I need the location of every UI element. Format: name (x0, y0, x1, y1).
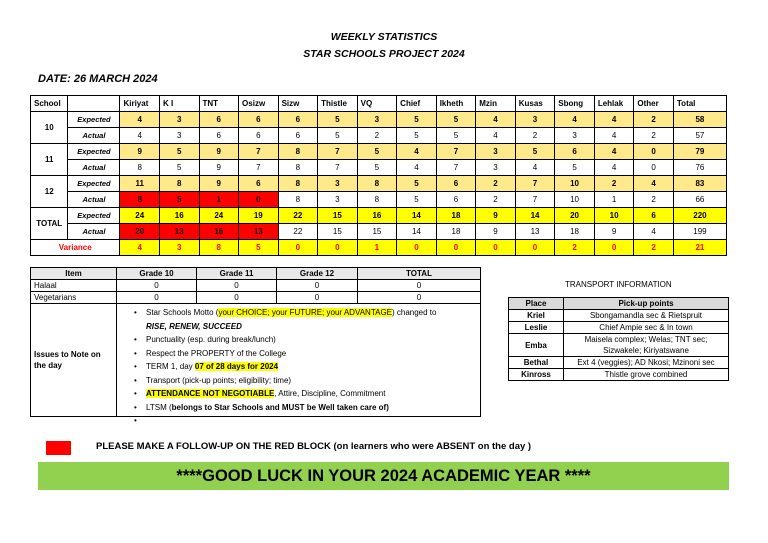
stats-value-cell: 8 (278, 144, 318, 160)
stats-value-cell: 4 (555, 112, 595, 128)
stats-value-cell: 4 (120, 112, 160, 128)
variance-value-cell: 2 (634, 240, 674, 256)
stats-value-cell: 18 (436, 224, 476, 240)
stats-value-cell: 5 (555, 160, 595, 176)
new-motto: RISE, RENEW, SUCCEED (146, 321, 242, 331)
stats-value-cell: 3 (515, 112, 555, 128)
absent-flag-cell: 20 (120, 224, 160, 240)
stats-row (31, 208, 727, 224)
issue-term (134, 360, 477, 374)
stats-row (31, 160, 727, 176)
stats-value-cell: 4 (634, 224, 674, 240)
stats-row (31, 112, 727, 128)
row-type-label: Actual (68, 224, 120, 240)
stats-value-cell: 8 (278, 160, 318, 176)
issues-list (120, 304, 477, 416)
transport-row (509, 310, 729, 322)
stats-value-cell: 5 (357, 160, 397, 176)
stats-value-cell: 2 (634, 112, 674, 128)
diet-item: Vegetarians (31, 292, 117, 304)
issue-transport: • Transport (pick-up points; eligibility; time) (134, 374, 477, 388)
stats-value-cell: 0 (634, 144, 674, 160)
old-motto-highlight: your CHOICE; your FUTURE; your ADVANTAGE (218, 308, 392, 317)
stats-value-cell: 18 (555, 224, 595, 240)
issue-property: • Respect the PROPERTY of the College (134, 347, 477, 361)
stats-value-cell: 4 (476, 128, 516, 144)
stats-value-cell: 20 (555, 208, 595, 224)
transport-place: Emba (509, 334, 564, 357)
stats-value-cell: 83 (673, 176, 726, 192)
issue-motto (134, 306, 477, 333)
variance-value-cell: 1 (357, 240, 397, 256)
stats-value-cell: 8 (159, 176, 199, 192)
transport-points: Thistle grove combined (564, 369, 729, 381)
stats-header-cell: VQ (357, 96, 397, 112)
stats-value-cell: 5 (397, 128, 437, 144)
issue-ltsm (134, 401, 477, 415)
stats-header-cell: Total (673, 96, 726, 112)
transport-points: Chief Ampie sec & In town (564, 322, 729, 334)
document-title: WEEKLY STATISTICS (330, 31, 438, 43)
stats-value-cell: 13 (515, 224, 555, 240)
stats-value-cell: 6 (555, 144, 595, 160)
diet-header-grade11: Grade 11 (197, 268, 277, 280)
transport-place: Kinross (509, 369, 564, 381)
stats-value-cell: 2 (357, 128, 397, 144)
stats-header-cell: Chief (397, 96, 437, 112)
stats-value-cell: 199 (673, 224, 726, 240)
stats-value-cell: 15 (318, 224, 358, 240)
stats-value-cell: 0 (634, 160, 674, 176)
good-luck-banner: ****GOOD LUCK IN YOUR 2024 ACADEMIC YEAR **** (38, 462, 729, 490)
diet-row-halaal (31, 280, 481, 292)
diet-value: 0 (117, 292, 197, 304)
stats-value-cell: 2 (476, 192, 516, 208)
variance-value-cell: 3 (159, 240, 199, 256)
stats-value-cell: 10 (555, 192, 595, 208)
diet-value: 0 (277, 292, 358, 304)
stats-value-cell: 7 (318, 144, 358, 160)
stats-row (31, 128, 727, 144)
stats-value-cell: 7 (436, 160, 476, 176)
stats-value-cell: 9 (199, 176, 239, 192)
diet-header-item: Item (31, 268, 117, 280)
stats-value-cell: 6 (239, 176, 279, 192)
stats-value-cell: 5 (397, 192, 437, 208)
stats-value-cell: 4 (397, 160, 437, 176)
stats-row (31, 224, 727, 240)
stats-value-cell: 4 (476, 112, 516, 128)
transport-points: Sbongamandla sec & Rietspruit (564, 310, 729, 322)
stats-value-cell: 5 (357, 144, 397, 160)
diet-value: 0 (197, 280, 277, 292)
stats-value-cell: 76 (673, 160, 726, 176)
stats-value-cell: 5 (318, 112, 358, 128)
stats-value-cell: 5 (159, 144, 199, 160)
stats-value-cell: 10 (594, 208, 634, 224)
ltsm-bold-text: belongs to Star Schools and MUST be Well taken care of) (171, 402, 389, 412)
stats-header-cell: Kusas (515, 96, 555, 112)
row-type-label: Expected (68, 208, 120, 224)
stats-value-cell: 4 (594, 160, 634, 176)
stats-value-cell: 2 (594, 176, 634, 192)
stats-value-cell: 8 (120, 160, 160, 176)
attendance-highlight: ATTENDANCE NOT NEGOTIABLE (146, 389, 275, 398)
absent-flag-cell: 13 (239, 224, 279, 240)
stats-value-cell: 8 (278, 176, 318, 192)
transport-points: Ext 4 (veggies); AD Nkosi; Mzinoni sec (564, 357, 729, 369)
variance-value-cell: 0 (318, 240, 358, 256)
stats-header-cell: TNT (199, 96, 239, 112)
stats-row (31, 176, 727, 192)
variance-value-cell: 5 (239, 240, 279, 256)
red-block-legend-swatch (46, 441, 71, 455)
row-type-label: Actual (68, 192, 120, 208)
variance-value-cell: 0 (476, 240, 516, 256)
row-type-label: Expected (68, 176, 120, 192)
stats-value-cell: 3 (159, 128, 199, 144)
absent-flag-cell: 8 (120, 192, 160, 208)
transport-place: Kriel (509, 310, 564, 322)
variance-value-cell: 0 (515, 240, 555, 256)
stats-value-cell: 5 (515, 144, 555, 160)
row-type-label: Expected (68, 144, 120, 160)
stats-value-cell: 6 (436, 192, 476, 208)
stats-value-cell: 9 (594, 224, 634, 240)
stats-value-cell: 8 (357, 192, 397, 208)
issues-row (31, 304, 481, 417)
stats-value-cell: 14 (515, 208, 555, 224)
variance-value-cell: 0 (397, 240, 437, 256)
diet-header-row (31, 268, 481, 280)
variance-value-cell: 0 (436, 240, 476, 256)
variance-value-cell: 21 (673, 240, 726, 256)
stats-value-cell: 7 (318, 160, 358, 176)
stats-value-cell: 8 (278, 192, 318, 208)
stats-value-cell: 15 (318, 208, 358, 224)
ltsm-text: LTSM ( (146, 402, 172, 412)
school-grade-cell: 11 (31, 144, 68, 176)
stats-value-cell: 4 (594, 112, 634, 128)
absent-flag-cell: 0 (239, 192, 279, 208)
issue-attendance (134, 387, 477, 401)
stats-value-cell: 6 (278, 128, 318, 144)
stats-value-cell: 10 (555, 176, 595, 192)
issue-punctuality: • Punctuality (esp. during break/lunch) (134, 333, 477, 347)
followup-note: PLEASE MAKE A FOLLOW-UP ON THE RED BLOCK (on learners who were ABSENT on the day ) (96, 441, 532, 452)
stats-value-cell: 11 (120, 176, 160, 192)
stats-value-cell: 79 (673, 144, 726, 160)
stats-value-cell: 3 (159, 112, 199, 128)
stats-value-cell: 22 (278, 224, 318, 240)
transport-row (509, 369, 729, 381)
stats-value-cell: 3 (476, 144, 516, 160)
transport-row (509, 322, 729, 334)
transport-place: Leslie (509, 322, 564, 334)
stats-value-cell: 57 (673, 128, 726, 144)
document-subtitle: STAR SCHOOLS PROJECT 2024 (303, 48, 465, 60)
stats-value-cell: 6 (199, 128, 239, 144)
transport-table (508, 297, 729, 381)
school-grade-cell: TOTAL (31, 208, 68, 240)
stats-value-cell: 5 (397, 176, 437, 192)
stats-value-cell: 3 (318, 192, 358, 208)
stats-value-cell: 5 (436, 128, 476, 144)
stats-value-cell: 1 (594, 192, 634, 208)
stats-header-cell: Mzin (476, 96, 516, 112)
issues-label: Issues to Note on the day (31, 304, 117, 417)
stats-header-cell: Thistle (318, 96, 358, 112)
stats-header-cell: Sbong (555, 96, 595, 112)
variance-value-cell: 0 (594, 240, 634, 256)
variance-value-cell: 0 (278, 240, 318, 256)
stats-value-cell: 9 (120, 144, 160, 160)
stats-value-cell: 4 (120, 128, 160, 144)
stats-value-cell: 9 (199, 160, 239, 176)
report-date: DATE: 26 MARCH 2024 (38, 73, 158, 85)
transport-row (509, 334, 729, 357)
stats-value-cell: 3 (318, 176, 358, 192)
motto-text-a: Star Schools Motto ( (146, 308, 219, 317)
diet-item: Halaal (31, 280, 117, 292)
variance-value-cell: 8 (199, 240, 239, 256)
stats-value-cell: 6 (199, 112, 239, 128)
row-type-label: Expected (68, 112, 120, 128)
term-text: TERM 1, day (146, 362, 195, 371)
stats-value-cell: 220 (673, 208, 726, 224)
transport-points: Maisela complex; Welas; TNT sec; Sizwakele; Kiriyatswane (564, 334, 729, 357)
variance-value-cell: 4 (120, 240, 160, 256)
stats-header-cell: K I (159, 96, 199, 112)
stats-value-cell: 4 (594, 144, 634, 160)
stats-value-cell: 8 (357, 176, 397, 192)
stats-header-cell: Ikheth (436, 96, 476, 112)
diet-value: 0 (277, 280, 358, 292)
diet-total: 0 (358, 292, 481, 304)
stats-value-cell: 2 (634, 128, 674, 144)
stats-value-cell: 6 (239, 112, 279, 128)
stats-header-cell (68, 96, 120, 112)
stats-value-cell: 4 (634, 176, 674, 192)
diet-value: 0 (197, 292, 277, 304)
stats-value-cell: 16 (159, 208, 199, 224)
weekly-stats-table (30, 95, 727, 256)
absent-flag-cell: 1 (199, 192, 239, 208)
transport-title: TRANSPORT INFORMATION (565, 280, 672, 289)
stats-value-cell: 2 (476, 176, 516, 192)
stats-row (31, 192, 727, 208)
stats-value-cell: 7 (239, 160, 279, 176)
stats-value-cell: 5 (318, 128, 358, 144)
variance-row (31, 240, 727, 256)
absent-flag-cell: 5 (159, 192, 199, 208)
diet-header-grade10: Grade 10 (117, 268, 197, 280)
stats-header-cell: Osizw (239, 96, 279, 112)
stats-value-cell: 6 (278, 112, 318, 128)
stats-value-cell: 7 (515, 176, 555, 192)
stats-value-cell: 16 (357, 208, 397, 224)
attendance-text: , Attire, Discipline, Commitment (274, 389, 386, 398)
stats-header-cell: Sizw (278, 96, 318, 112)
stats-value-cell: 6 (239, 128, 279, 144)
stats-value-cell: 14 (397, 208, 437, 224)
stats-value-cell: 2 (634, 192, 674, 208)
absent-flag-cell: 13 (159, 224, 199, 240)
stats-value-cell: 24 (199, 208, 239, 224)
stats-value-cell: 24 (120, 208, 160, 224)
stats-value-cell: 3 (476, 160, 516, 176)
stats-value-cell: 5 (436, 112, 476, 128)
diet-row-vegetarians (31, 292, 481, 304)
stats-value-cell: 4 (397, 144, 437, 160)
stats-value-cell: 7 (239, 144, 279, 160)
school-grade-cell: 12 (31, 176, 68, 208)
stats-row (31, 144, 727, 160)
stats-value-cell: 9 (199, 144, 239, 160)
stats-header-cell: Other (634, 96, 674, 112)
term-days-highlight: 07 of 28 days for 2024 (194, 362, 279, 371)
row-type-label: Actual (68, 128, 120, 144)
stats-value-cell: 5 (397, 112, 437, 128)
school-grade-cell: 10 (31, 112, 68, 144)
stats-value-cell: 9 (476, 224, 516, 240)
stats-value-cell: 6 (634, 208, 674, 224)
stats-value-cell: 3 (555, 128, 595, 144)
transport-header-points: Pick-up points (564, 298, 729, 310)
stats-value-cell: 7 (515, 192, 555, 208)
row-type-label: Actual (68, 160, 120, 176)
diet-header-grade12: Grade 12 (277, 268, 358, 280)
stats-value-cell: 5 (159, 160, 199, 176)
variance-label: Variance (31, 240, 120, 256)
stats-value-cell: 58 (673, 112, 726, 128)
stats-value-cell: 7 (436, 144, 476, 160)
transport-header-place: Place (509, 298, 564, 310)
transport-place: Bethal (509, 357, 564, 369)
transport-row (509, 357, 729, 369)
stats-value-cell: 3 (357, 112, 397, 128)
stats-value-cell: 22 (278, 208, 318, 224)
stats-value-cell: 9 (476, 208, 516, 224)
absent-flag-cell: 16 (199, 224, 239, 240)
stats-value-cell: 4 (594, 128, 634, 144)
stats-header-row (31, 96, 727, 112)
stats-value-cell: 2 (515, 128, 555, 144)
motto-text-b: ) changed to (392, 308, 437, 317)
issues-list-cell (117, 304, 481, 417)
stats-value-cell: 15 (357, 224, 397, 240)
stats-value-cell: 6 (436, 176, 476, 192)
diet-value: 0 (117, 280, 197, 292)
variance-value-cell: 2 (555, 240, 595, 256)
stats-header-cell: School (31, 96, 68, 112)
notes-table (30, 267, 481, 417)
stats-value-cell: 18 (436, 208, 476, 224)
stats-value-cell: 4 (515, 160, 555, 176)
stats-value-cell: 14 (397, 224, 437, 240)
stats-header-cell: Lehlak (594, 96, 634, 112)
transport-header-row (509, 298, 729, 310)
diet-header-total: TOTAL (358, 268, 481, 280)
diet-total: 0 (358, 280, 481, 292)
stats-header-cell: Kiriyat (120, 96, 160, 112)
stats-value-cell: 19 (239, 208, 279, 224)
stats-value-cell: 66 (673, 192, 726, 208)
